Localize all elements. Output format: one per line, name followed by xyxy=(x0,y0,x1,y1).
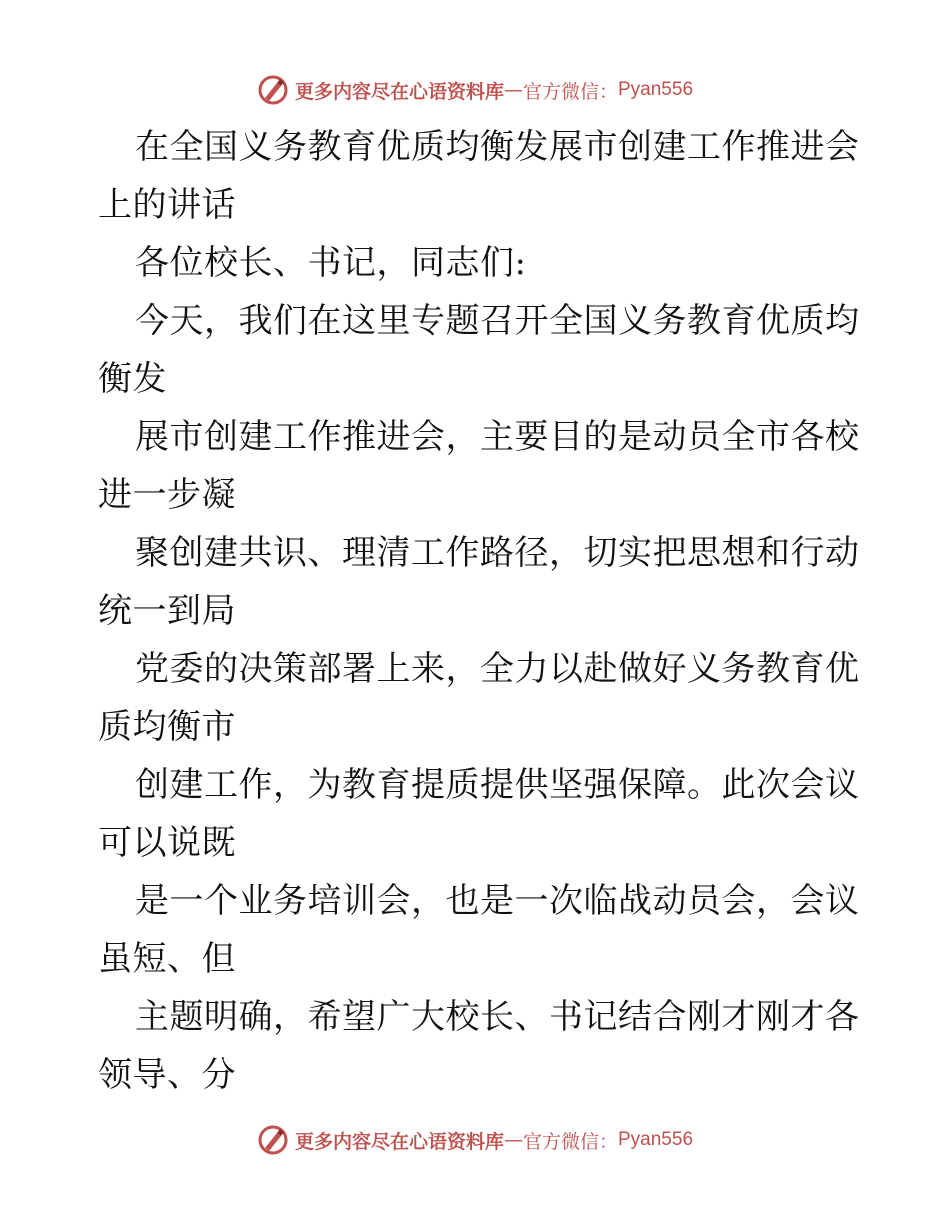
doc-text-line: 虽短、但 xyxy=(98,939,236,979)
banner-dash: — xyxy=(503,79,523,101)
banner-brand-text: 更多内容尽在心语资料库 xyxy=(294,80,504,103)
doc-text-line: 是一个业务培训会，也是一次临战动员会，会议 xyxy=(135,881,860,921)
banner-wechat-id: Pyan556 xyxy=(618,79,694,100)
banner-official-label: 官方微信： xyxy=(522,1130,618,1153)
doc-text-line: 统一到局 xyxy=(98,591,236,631)
doc-text-line: 创建工作，为教育提质提供坚强保障。此次会议 xyxy=(135,765,860,805)
doc-title-line-1: 在全国义务教育优质均衡发展市创建工作推进会 xyxy=(135,127,860,167)
doc-text-line: 领导、分 xyxy=(98,1055,236,1095)
doc-text-line: 可以说既 xyxy=(98,823,236,863)
pen-circle-logo-icon xyxy=(257,74,289,106)
banner-wechat-id: Pyan556 xyxy=(618,1129,694,1150)
header-banner xyxy=(0,70,950,110)
doc-text-line: 进一步凝 xyxy=(98,475,236,515)
doc-text-line: 今天，我们在这里专题召开全国义务教育优质均 xyxy=(135,301,860,341)
doc-text-line: 衡发 xyxy=(98,359,167,399)
doc-text-line: 党委的决策部署上来，全力以赴做好义务教育优 xyxy=(135,649,860,689)
pen-circle-logo-icon xyxy=(257,1124,289,1156)
doc-text-line: 主题明确，希望广大校长、书记结合刚才刚才各 xyxy=(135,997,860,1037)
doc-title-line-2: 上的讲话 xyxy=(98,185,236,225)
doc-text-line: 质均衡市 xyxy=(98,707,236,747)
doc-text-line: 聚创建共识、理清工作路径，切实把思想和行动 xyxy=(135,533,860,573)
document-body xyxy=(98,118,858,1104)
doc-text-line: 展市创建工作推进会，主要目的是动员全市各校 xyxy=(135,417,860,457)
doc-salutation: 各位校长、书记，同志们: xyxy=(135,243,527,283)
banner-dash: — xyxy=(503,1129,523,1151)
footer-banner xyxy=(0,1120,950,1160)
banner-official-label: 官方微信： xyxy=(522,80,618,103)
banner-brand-text: 更多内容尽在心语资料库 xyxy=(294,1130,504,1153)
